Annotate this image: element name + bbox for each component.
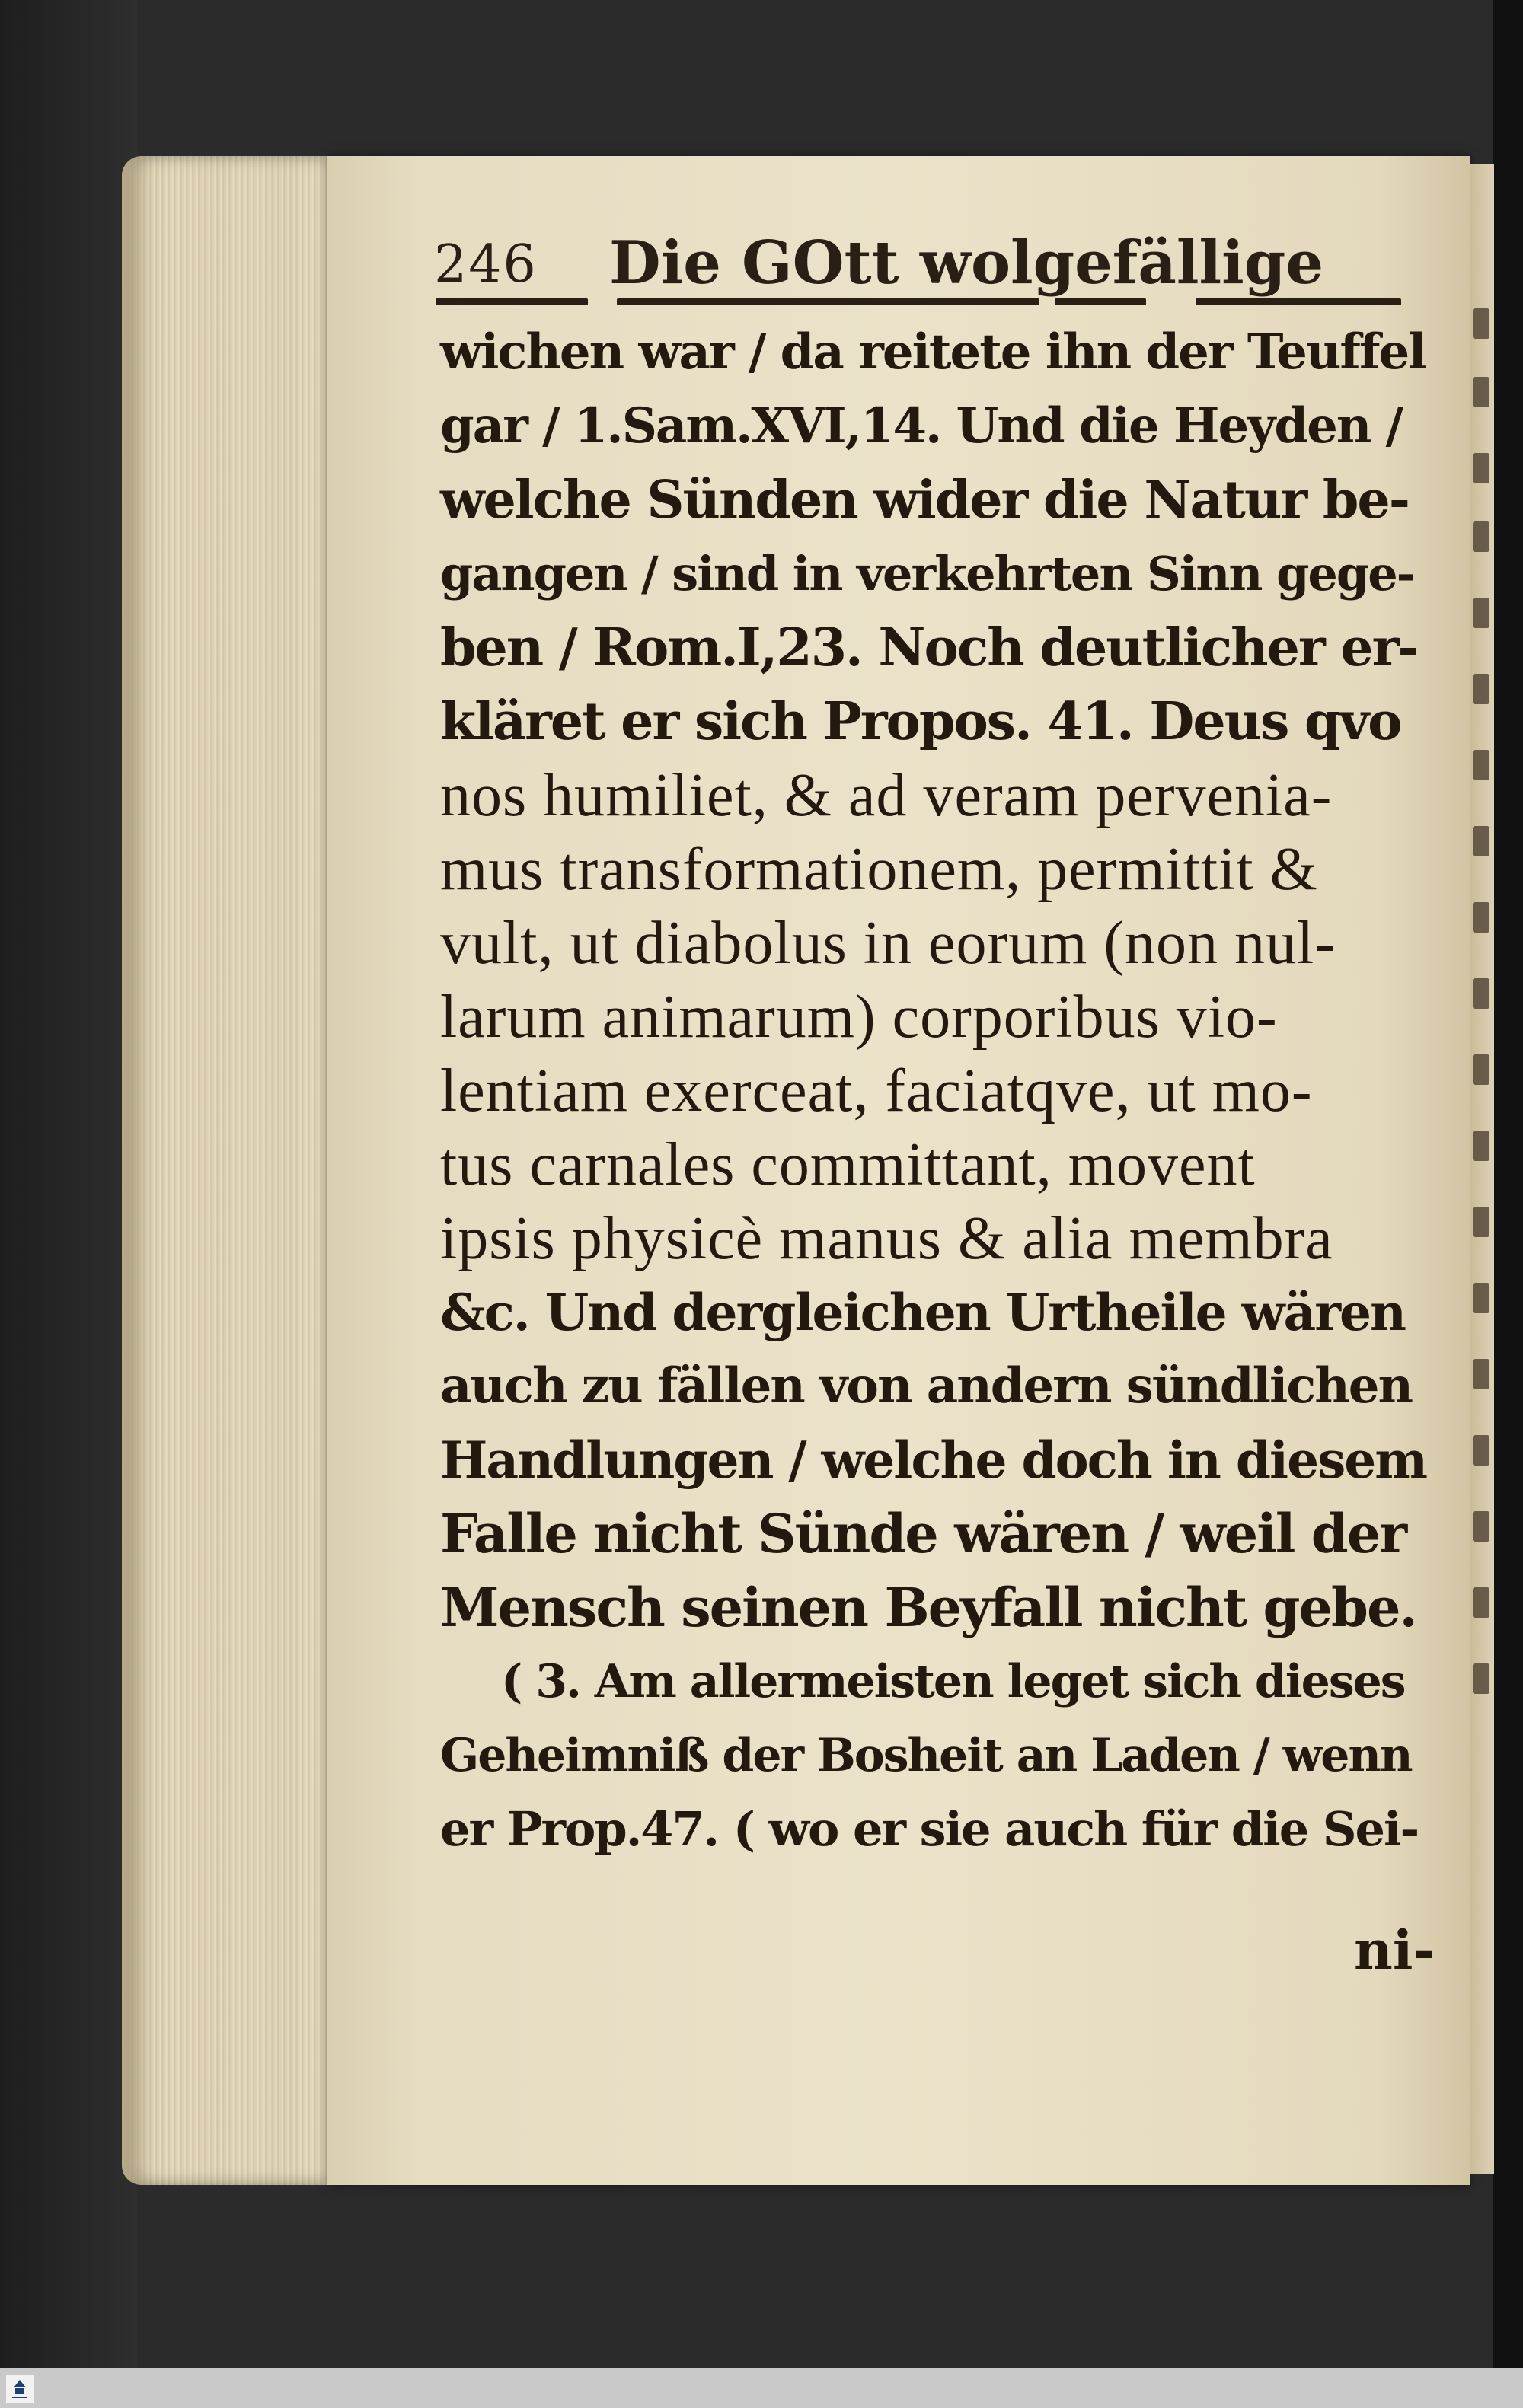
facing-page-text-fragment — [1473, 1207, 1489, 1237]
facing-page-text-fragment — [1473, 521, 1489, 552]
page-number: 246 — [434, 234, 538, 295]
running-title: Die GOtt wolgefällige — [609, 228, 1323, 298]
facing-page-text-fragment — [1473, 1435, 1489, 1466]
text-line: Falle nicht Sünde wären / weil der — [440, 1502, 1406, 1565]
text-line: mus transformationem, permittit & — [440, 836, 1318, 903]
facing-page-text-fragment — [1473, 978, 1489, 1009]
text-line: Mensch seinen Beyfall nicht gebe. — [440, 1576, 1416, 1639]
text-line: tus carnales committant, movent — [440, 1131, 1256, 1198]
book-spine-shadow — [122, 156, 152, 2185]
book-page-edges — [122, 156, 343, 2185]
facing-page-text-fragment — [1473, 1663, 1489, 1694]
text-line: welche Sünden wider die Natur be- — [440, 470, 1409, 531]
text-line: er Prop.47. ( wo er sie auch für die Sei- — [440, 1801, 1419, 1857]
text-line: gar / 1.Sam.XVI,14. Und die Heyden / — [440, 397, 1402, 454]
dark-background-right — [1493, 0, 1523, 2368]
facing-page-text-fragment — [1473, 826, 1489, 856]
text-line: Handlungen / welche doch in diesem — [440, 1430, 1427, 1490]
text-line: ( 3. Am allermeisten leget sich dieses — [501, 1655, 1405, 1708]
facing-page-text-fragment — [1473, 1283, 1489, 1313]
facing-page-text-fragment — [1473, 1054, 1489, 1085]
text-line: larum animarum) corporibus vio- — [440, 984, 1278, 1051]
header-rule — [617, 298, 1039, 305]
header-rule — [1055, 298, 1146, 305]
facing-page-text-fragment — [1473, 453, 1489, 483]
facing-page-text-fragment — [1473, 750, 1489, 780]
facing-page-text-fragment — [1473, 308, 1489, 339]
text-line: gangen / sind in verkehrten Sinn gege- — [440, 546, 1415, 601]
catchword: ni- — [1354, 1918, 1435, 1982]
text-line: &c. Und dergleichen Urtheile wären — [440, 1283, 1405, 1342]
header-rule — [1196, 298, 1401, 305]
text-line: wichen war / da reitete ihn der Teuffel — [440, 324, 1426, 381]
facing-page-text-fragment — [1473, 598, 1489, 628]
facing-page-sliver — [1470, 164, 1494, 2174]
text-line: auch zu fällen von andern sündlichen — [440, 1357, 1412, 1415]
facing-page-text-fragment — [1473, 902, 1489, 933]
text-line: kläret er sich Propos. 41. Deus qvo — [440, 691, 1401, 752]
text-line: ben / Rom.I,23. Noch deutlicher er- — [440, 617, 1418, 678]
header-rule — [436, 298, 588, 305]
text-line: vult, ut diabolus in eorum (non nul- — [440, 910, 1336, 977]
facing-page-text-fragment — [1473, 1359, 1489, 1389]
facing-page-text-fragment — [1473, 1131, 1489, 1161]
facing-page-text-fragment — [1473, 1587, 1489, 1618]
facing-page-text-fragment — [1473, 377, 1489, 407]
page-header — [434, 228, 1409, 298]
library-logo-icon — [6, 2375, 34, 2403]
text-line: Geheimniß der Bosheit an Laden / wenn — [440, 1729, 1412, 1782]
text-line: nos humiliet, & ad veram pervenia- — [440, 762, 1333, 829]
text-line: lentiam exerceat, faciatqve, ut mo- — [440, 1057, 1313, 1124]
text-line: ipsis physicè manus & alia membra — [440, 1205, 1333, 1272]
dark-background-left — [0, 0, 137, 2368]
viewer-bottom-bar — [0, 2368, 1523, 2408]
facing-page-text-fragment — [1473, 674, 1489, 704]
facing-page-text-fragment — [1473, 1511, 1489, 1542]
